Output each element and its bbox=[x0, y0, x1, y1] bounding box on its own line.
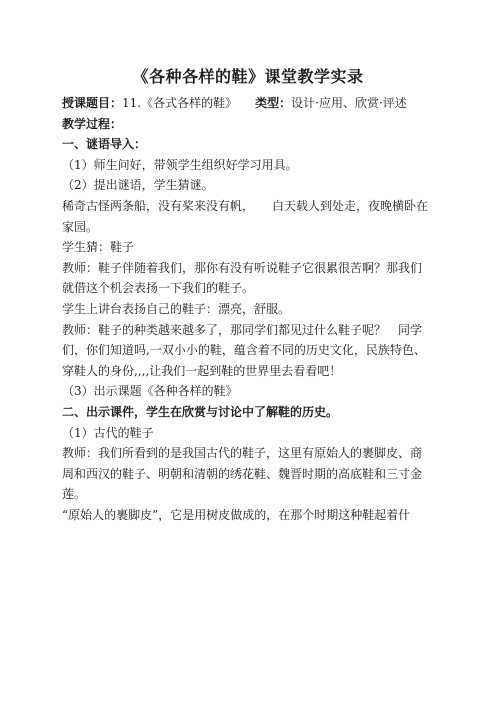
type-value: 设计·应用、欣赏·评述 bbox=[291, 96, 407, 110]
section1-p2: （2）提出谜语，学生猜谜。 bbox=[62, 178, 214, 193]
document-body bbox=[62, 93, 440, 525]
page-title: 《各种各样的鞋》课堂教学实录 bbox=[132, 67, 364, 86]
section2-heading: 二、出示课件，学生在欣赏与讨论中了解鞋的历史。 bbox=[62, 404, 339, 419]
section2-quote-line-1: “原始人的裹脚皮”，它是用树皮做成的，在那个时期这种鞋起着什 bbox=[62, 507, 411, 522]
section2-teacher-line-2: 周和西汉的鞋子、明朝和清朝的绣花鞋、魏晋时期的高底鞋和三寸金 bbox=[62, 466, 423, 481]
process-heading: 教学过程： bbox=[62, 116, 123, 131]
lesson-label: 授课题目： bbox=[62, 96, 123, 110]
student-praise: 学生上讲台表扬自己的鞋子：漂亮，舒服。 bbox=[62, 301, 291, 316]
section1-p3: （3）出示课题《各种各样的鞋》 bbox=[62, 384, 238, 399]
student-guess: 学生猜：鞋子 bbox=[62, 240, 135, 255]
riddle-line-1 bbox=[62, 196, 440, 217]
section2-teacher-line-3: 莲。 bbox=[62, 487, 87, 502]
lesson-value: 11.《各式各样的鞋》 bbox=[122, 96, 238, 110]
teacher2-line-1: 教师：鞋子的种类越来越多了，那同学们都见过什么鞋子呢？ 同学 bbox=[62, 322, 423, 337]
type-label: 类型： bbox=[255, 96, 292, 110]
section1-p1: （1）师生问好，带领学生组织好学习用具。 bbox=[62, 157, 298, 172]
section2-teacher-line-1: 教师：我们所看到的是我国古代的鞋子，这里有原始人的裹脚皮、商 bbox=[62, 446, 423, 461]
lesson-meta bbox=[62, 93, 440, 114]
teacher1-line-1: 教师：鞋子伴随着我们，那你有没有听说鞋子它很累很苦啊？那我们 bbox=[62, 260, 423, 275]
section2-p1: （1）古代的鞋子 bbox=[62, 425, 154, 440]
teacher2-line-2: 们，你们知道吗,一双小小的鞋，蕴含着不同的历史文化，民族特色、 bbox=[62, 343, 426, 358]
riddle-line-1a: 稀奇古怪两条船，没有桨来没有帆， bbox=[62, 198, 255, 213]
teacher2-line-3: 穿鞋人的身份,,,,让我们一起到鞋的世界里去看看吧！ bbox=[62, 363, 342, 378]
section1-heading: 一、谜语导入： bbox=[62, 137, 147, 152]
riddle-line-2: 家园。 bbox=[62, 219, 99, 234]
riddle-line-1b: 白天载人到处走，夜晚横卧在 bbox=[272, 198, 429, 213]
teacher1-line-2: 就借这个机会表扬一下我们的鞋子。 bbox=[62, 281, 255, 296]
